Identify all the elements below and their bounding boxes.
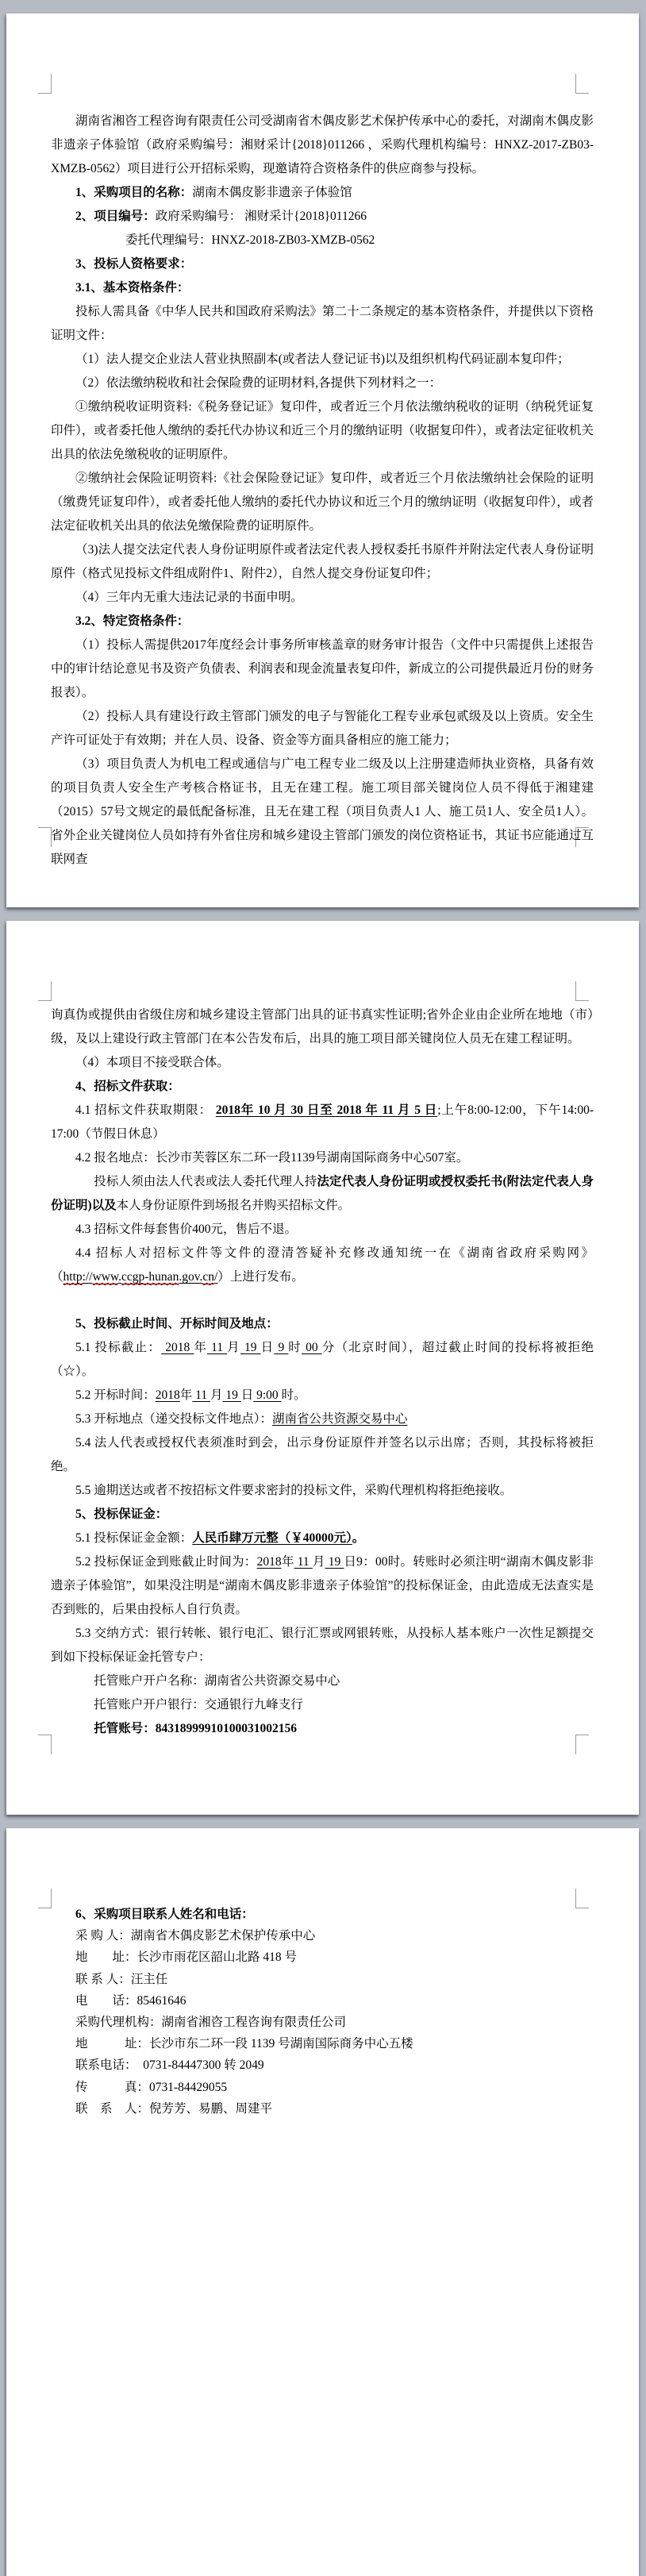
text-run: 5、投标保证金： — [75, 1507, 168, 1521]
paragraph — [51, 205, 594, 229]
paragraph — [51, 705, 594, 753]
text-run: 时 — [288, 1341, 302, 1354]
text-run: （3）项目负责人为机电工程或通信与广电工程专业二级及以上注册建造师执业资格，具备有效的项目负责人安全生产考核合格证书，且无在建工程。施工项目部关键岗位人员不得低于湘建建（2015）57号文规定的最低配备标准，且无在建工程（项目负责人1 人、施工员1人、安全员1人）。省外企业关键岗位人员如持有外省住房和城乡建设主管部门颁发的岗位资格证书，其证书应能通过互联网查 — [51, 757, 594, 866]
paragraph — [51, 1003, 594, 1051]
text-run: 分（北京时间），超过截止时间的投标将被拒绝（☆）。 — [51, 1341, 594, 1378]
text-run: 9:00 — [253, 1388, 282, 1402]
text-run: 5.4 法人代表或授权代表须准时到会，出示身份证原件并签名以示出席；否则，其投标将被拒绝。 — [51, 1436, 594, 1473]
text-run: 。 — [352, 1531, 365, 1545]
text-run: ①缴纳税收证明资料:《税务登记证》复印件，或者近三个月依法缴纳税收的证明（纳税凭证复印件），或者委托他人缴纳的委托代办协议和近三个月的缴纳证明（收据复印件），或者法定征收机关出具的依法免缴税收的证明原件。 — [51, 400, 594, 461]
paragraph — [51, 2012, 594, 2033]
paragraph — [51, 1904, 594, 1925]
text-run: 5、投标截止时间、开标时间及地点： — [75, 1317, 279, 1330]
paragraph — [51, 252, 594, 276]
text-run: ）上进行发布。 — [217, 1270, 304, 1284]
paragraph — [51, 2054, 594, 2076]
text-run: ②缴纳社会保险证明资料:《社会保险登记证》复印件，或者近三个月依法缴纳社会保险的证明（缴费凭证复印件），或者委托他人缴纳的委托代办协议和近三个月的缴纳证明（收据复印件），或者法定征收机关出具的依法免缴保险费的证明原件。 — [51, 472, 594, 533]
margin-corner-mark — [38, 74, 52, 94]
margin-corner-mark — [38, 827, 52, 847]
text-run: 托管账户开户银行：交通银行九峰支行 — [94, 1698, 303, 1712]
margin-corner-mark — [575, 74, 589, 94]
text-run: 联 系 人：倪芳芳、易鹏、周建平 — [75, 2101, 273, 2116]
paragraph — [51, 1407, 594, 1431]
paragraph — [51, 1312, 594, 1336]
paragraph — [51, 372, 594, 395]
text-run: 9 — [274, 1341, 289, 1354]
paragraph — [51, 753, 594, 872]
text-run: 19 — [222, 1388, 241, 1402]
paragraph — [51, 1622, 594, 1669]
text-run: 月 — [210, 1388, 223, 1402]
text-run: 2018 — [256, 1555, 282, 1569]
paragraph — [51, 467, 594, 538]
text-run: 6、采购项目联系人姓名和电话： — [75, 1908, 254, 1921]
text-run: 2、项目编号： — [75, 210, 156, 223]
text-run: （3)法人提交法定代表人身份证明原件或者法定代表人授权委托书原件并附法定代表人身份证明原件（格式见投标文件组成附件1、附件2），自然人提交身份证复印件； — [51, 543, 594, 580]
text-run: 19 — [240, 1341, 261, 1354]
text-run: 5.1 投标截止： — [75, 1341, 162, 1354]
paragraph — [51, 633, 594, 705]
text-run: 采 购 人：湖南省木偶皮影艺术保护传承中心 — [75, 1929, 316, 1943]
paragraph — [51, 276, 594, 300]
text-run: 托管账号：84318999910100031002156 — [94, 1722, 298, 1735]
url-link[interactable]: . — [179, 1270, 183, 1284]
text-run: （4）三年内无重大违法记录的书面申明。 — [75, 591, 303, 604]
margin-corner-mark — [38, 981, 52, 1001]
text-run: 4.3 招标文件每套售价400元，售后不退。 — [75, 1223, 298, 1236]
paragraph — [51, 1503, 594, 1527]
text-run: 法定代表人身份证明或授权委托书(附法定代表人身份证明)以及 — [51, 1175, 594, 1212]
document-page-3 — [6, 1828, 639, 2576]
paragraph — [51, 1218, 594, 1242]
text-run: 委托代理编号：HNXZ-2018-ZB03-XMZB-0562 — [125, 233, 375, 247]
text-run: 电 话：85461646 — [75, 1993, 186, 2008]
text-run: 5.2 投标保证金到账截止时间为： — [75, 1555, 257, 1569]
text-run: 4.4 招标人对招标文件等文件的澄清答疑补充修改通知统一在《湖南省政府采购网》（ — [51, 1246, 594, 1284]
paragraph — [51, 2098, 594, 2120]
margin-corner-mark — [38, 1735, 52, 1754]
paragraph — [51, 1242, 594, 1289]
paragraph — [51, 300, 594, 348]
url-link[interactable]: cn — [202, 1270, 214, 1284]
margin-corner-mark — [575, 981, 589, 1001]
paragraph — [51, 538, 594, 586]
text-run: （1）法人提交企业法人营业执照副本(或者法人登记证书)以及组织机构代码证副本复印件； — [75, 352, 570, 366]
text-run: 联系电话： 0731-84447300 转 2049 — [75, 2058, 264, 2073]
text-run: 地 址：长沙市雨花区韶山北路 418 号 — [75, 1950, 298, 1965]
text-run: 4.2 报名地点：长沙市芙蓉区东二环一段1139号湖南国际商务中心507室。 — [75, 1151, 469, 1165]
paragraph — [51, 1669, 594, 1693]
paragraph — [51, 2033, 594, 2054]
paragraph — [51, 1969, 594, 1990]
paragraph — [51, 348, 594, 372]
text-run: （4）本项目不接受联合体。 — [75, 1056, 229, 1069]
paragraph — [51, 1479, 594, 1503]
page-1-content — [51, 110, 594, 872]
text-run: 日9：00时。转账时必须注明“湖南木偶皮影非遗亲子体验馆”，如果没注明是“湖南木偶皮影非遗亲子体验馆”的投标保证金，由此造成无法查实是否到账的，后果由投标人自行负责。 — [51, 1555, 594, 1616]
paragraph — [51, 1990, 594, 2012]
text-run: 采购代理机构：湖南省湘咨工程咨询有限责任公司 — [75, 2016, 347, 2030]
text-run: 地 址：长沙市东二环一段 1139 号湖南国际商务中心五楼 — [75, 2037, 413, 2051]
text-run: 联 系 人：汪主任 — [75, 1972, 168, 1986]
text-run: 月 — [312, 1555, 325, 1569]
page-3-content — [51, 1904, 594, 2120]
paragraph — [51, 1925, 594, 1946]
paragraph — [51, 1550, 594, 1622]
paragraph — [51, 1075, 594, 1099]
paragraph — [51, 1170, 594, 1218]
text-run: 00 — [302, 1341, 322, 1354]
url-link[interactable]: . — [118, 1270, 122, 1284]
paragraph — [51, 1431, 594, 1479]
paragraph — [51, 1336, 594, 1384]
text-run: 本人身份证原件到场报名并购买招标文件。 — [116, 1199, 351, 1212]
text-run: 湖南省湘咨工程咨询有限责任公司受湖南省木偶皮影艺术保护传承中心的委托，对湖南木偶皮影非遗亲子体验馆（政府采购编号：湘财采计{2018}011266 ，采购代理机构编号：HNXZ-2017-ZB03-XMZB-0562）项目进行公开招标采购，现邀请符合资格条件的供应商参与投标。 — [51, 114, 594, 175]
text-run: 湖南木偶皮影非遗亲子体验馆 — [192, 186, 352, 199]
url-link[interactable]: . — [199, 1270, 203, 1284]
text-run: ;上午8:00-12:00，下午14:00-17:00（节假日休息） — [51, 1103, 594, 1141]
paragraph — [51, 1693, 594, 1717]
text-run: 时。 — [281, 1388, 306, 1402]
document-page-2 — [6, 921, 639, 1815]
text-run: 11 — [294, 1555, 313, 1569]
text-run: （2）依法缴纳税收和社会保险费的证明材料,各提供下列材料之一： — [75, 376, 442, 390]
text-run: 11 — [192, 1388, 210, 1402]
paragraph — [51, 1946, 594, 1968]
paragraph — [51, 110, 594, 181]
paragraph — [51, 586, 594, 610]
text-run: 3.2、特定资格条件： — [75, 614, 190, 628]
paragraph — [51, 1717, 594, 1741]
url-link[interactable]: / — [213, 1270, 218, 1284]
text-run: 年 — [194, 1341, 208, 1354]
text-run: 湖南省公共资源交易中心 — [272, 1412, 408, 1426]
text-run: （1）投标人需提供2017年度经会计事务所审核盖章的财务审计报告（文件中只需提供上述报告中的审计结论意见书及资产负债表、利润表和现金流量表复印件，新成立的公司提供最近月份的财务报表）。 — [51, 638, 594, 699]
text-run: 投标人须由法人代表或法人委托代理人持 — [94, 1175, 317, 1188]
page-2-content — [51, 1003, 594, 1741]
text-run: 托管账户开户名称：湖南省公共资源交易中心 — [94, 1674, 340, 1688]
paragraph — [51, 2077, 594, 2098]
text-run: 5.3 交纳方式：银行转帐、银行电汇、银行汇票或网银转账，从投标人基本账户一次性足额提交到如下投标保证金托管专户： — [51, 1627, 594, 1664]
text-run: 2018 — [155, 1388, 180, 1402]
margin-corner-mark — [38, 1889, 52, 1908]
text-run: 人民币肆万元整（￥40000元） — [192, 1531, 352, 1545]
text-run: 传 真：0731-84429055 — [75, 2080, 228, 2094]
text-run: 5.5 逾期送达或者不按招标文件要求密封的投标文件，采购代理机构将拒绝接收。 — [75, 1484, 513, 1497]
url-link[interactable]: gov — [182, 1270, 200, 1284]
document-page-1 — [6, 13, 639, 907]
paragraph — [51, 1527, 594, 1550]
paragraph — [51, 181, 594, 205]
paragraph — [51, 229, 594, 252]
text-run: 5.2 开标时间： — [75, 1388, 156, 1402]
text-run: 日 — [260, 1341, 275, 1354]
text-run: 3、投标人资格要求： — [75, 257, 193, 271]
paragraph — [51, 1146, 594, 1170]
text-run: 政府采购编号： 湘财采计{2018}011266 — [155, 210, 367, 223]
text-run: 年 — [179, 1388, 193, 1402]
paragraph — [51, 610, 594, 633]
text-run: 3.1、基本资格条件： — [75, 281, 190, 295]
text-run: 月 — [227, 1341, 240, 1354]
text-run: 年 — [281, 1555, 294, 1569]
text-run: 5.1 投标保证金金额： — [75, 1531, 193, 1545]
url-link[interactable]: :// — [82, 1270, 93, 1284]
paragraph — [51, 1099, 594, 1146]
url-link[interactable]: ccgp-hunan — [121, 1270, 179, 1284]
text-run: 日 — [240, 1388, 254, 1402]
text-run: 5.3 开标地点（递交投标文件地点）： — [75, 1412, 273, 1426]
text-run: 19 — [325, 1555, 344, 1569]
text-run: 11 — [207, 1341, 228, 1354]
text-run: （2）投标人具有建设行政主管部门颁发的电子与智能化工程专业承包贰级及以上资质。安全生产许可证处于有效期；并在人员、设备、资金等方面具备相应的施工能力； — [51, 710, 594, 747]
text-run: 2018 — [161, 1341, 194, 1354]
paragraph — [51, 395, 594, 467]
url-link[interactable]: http — [63, 1270, 83, 1284]
text-run: 4、招标文件获取： — [75, 1080, 180, 1093]
url-link[interactable]: www — [92, 1270, 119, 1284]
text-run: 询真伪或提供由省级住房和城乡建设主管部门出具的证书真实性证明;省外企业由企业所在地地（市）级，及以上建设行政主管部门在本公告发布后，出具的施工项目部关键岗位人员无在建工程证明。 — [51, 1008, 594, 1045]
text-run: 2018年 10 月 30 日至 2018 年 11 月 5 日 — [215, 1103, 438, 1117]
text-run: 投标人需具备《中华人民共和国政府采购法》第二十二条规定的基本资格条件，并提供以下资格证明文件： — [51, 305, 594, 342]
paragraph — [51, 1051, 594, 1075]
paragraph — [51, 1384, 594, 1407]
text-run: 1、采购项目的名称： — [75, 186, 193, 199]
text-run: 4.1 招标文件获取期限： — [75, 1103, 216, 1117]
